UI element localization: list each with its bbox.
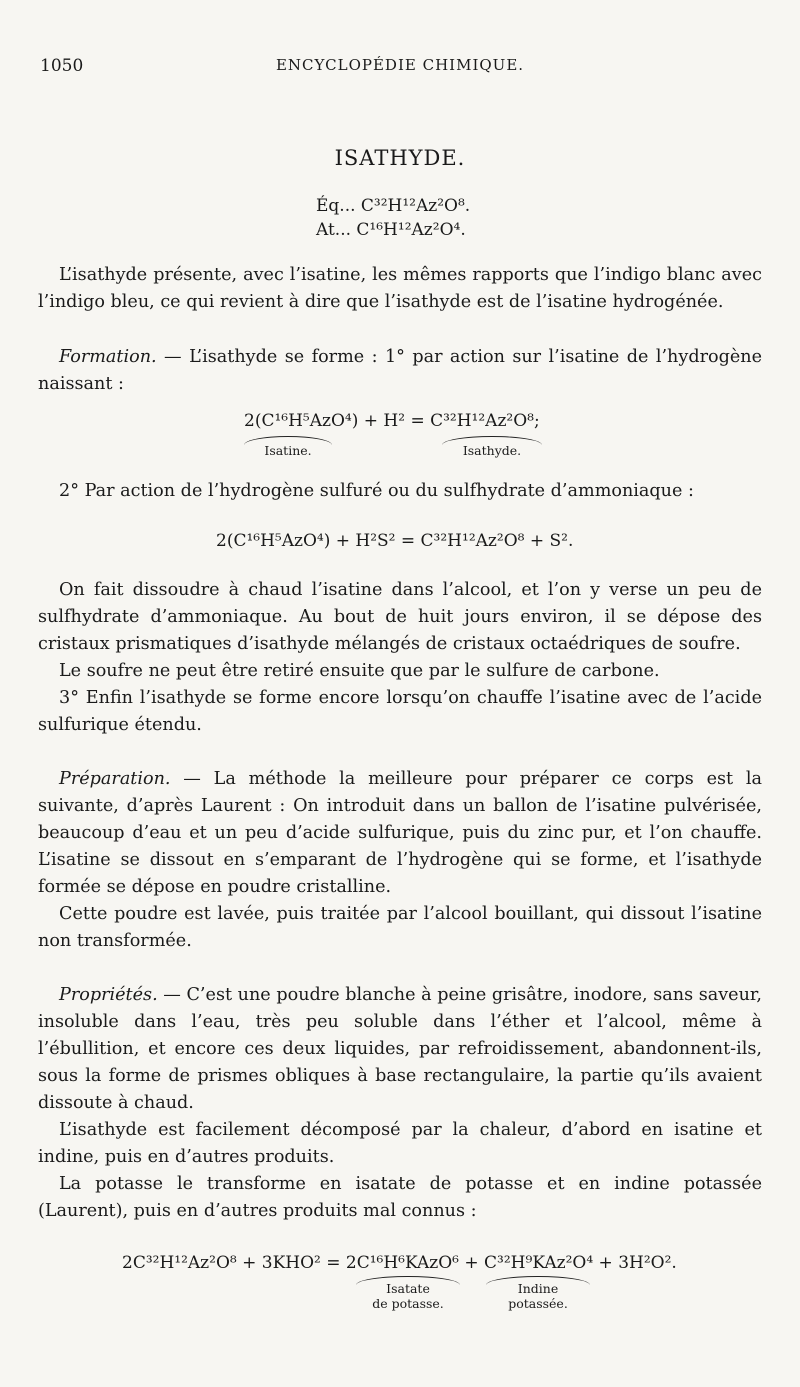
formation-text: — L’isathyde se forme : 1° par action sur l’isatine de l’hydrogène naissant : — [38, 347, 762, 394]
preparation-text: — La méthode la meilleure pour préparer ce corps est la suivante, d’après Laurent : On introduit dans un ballon de l’isatine pulvérisée, beaucoup d’eau et un peu d’acide sulfurique, puis du zinc pur, et l’on chauffe. L’isatine se dissout en s’emparant de l’hydrogène qui se forme, et l’isathyde formée se dépose en poudre cristalline. — [38, 769, 762, 897]
intro-paragraph: L’isathyde présente, avec l’isatine, les mêmes rapports que l’indigo blanc avec l’indigo bleu, ce qui revient à dire que l’isathyde est de l’isatine hydrogénée. — [38, 265, 762, 312]
properties-lead: Propriétés. — [59, 985, 158, 1005]
label-indine-potassee: Indine potassée. — [508, 1281, 568, 1311]
running-title: ENCYCLOPÉDIE CHIMIQUE. — [275, 56, 525, 74]
decomposition-paragraph: L’isathyde est facilement décomposé par la chaleur, d’abord en isatine et indine, puis en d’autres produits. — [38, 1120, 762, 1167]
equation-potash: 2C³²H¹²Az²O⁸ + 3KHO² = 2C¹⁶H⁶KAzO⁶ + C³²H⁹KAz²O⁴ + 3H²O². — [122, 1253, 677, 1273]
section-title: ISATHYDE. — [334, 146, 466, 170]
equation-hydrogen: 2(C¹⁶H⁵AzO⁴) + H² = C³²H¹²Az²O⁸; — [244, 411, 540, 431]
formation-lead: Formation. — [59, 347, 157, 367]
preparation-lead: Préparation. — [59, 769, 171, 789]
formation-point-3: 3° Enfin l’isathyde se forme encore lorsqu’on chauffe l’isatine avec de l’acide sulfurique étendu. — [38, 688, 762, 735]
properties-paragraph — [38, 982, 762, 1117]
page-number: 1050 — [40, 56, 84, 76]
label-isathyde: Isathyde. — [462, 443, 522, 458]
page-header — [0, 56, 800, 80]
formation-paragraph — [38, 344, 762, 398]
preparation-paragraph — [38, 766, 762, 901]
washing-paragraph: Cette poudre est lavée, puis traitée par l’alcool bouillant, qui dissout l’isatine non transformée. — [38, 904, 762, 951]
properties-text: — C’est une poudre blanche à peine grisâtre, inodore, sans saveur, insoluble dans l’eau, très peu soluble dans l’éther et l’alcool, même à l’ébullition, et encore ces deux liquides, par refroidissement, abandonnent-ils, sous la forme de prismes obliques à base rectangulaire, la partie qu’ils avaient dissoute à chaud. — [38, 985, 762, 1113]
potash-paragraph: La potasse le transforme en isatate de potasse et en indine potassée (Laurent), puis en d’autres produits mal connus : — [38, 1174, 762, 1221]
equivalent-formula: Éq... C³²H¹²Az²O⁸. — [316, 196, 471, 216]
equation-sulfide: 2(C¹⁶H⁵AzO⁴) + H²S² = C³²H¹²Az²O⁸ + S². — [216, 531, 574, 551]
label-isatine: Isatine. — [264, 443, 312, 458]
dissolution-paragraph: On fait dissoudre à chaud l’isatine dans l’alcool, et l’on y verse un peu de sulfhydrate d’ammoniaque. Au bout de huit jours environ, il se dépose des cristaux prismatiques d’isathyde mélangés de cristaux octaédriques de soufre. — [38, 580, 762, 654]
sulfur-paragraph: Le soufre ne peut être retiré ensuite que par le sulfure de carbone. — [59, 661, 660, 681]
label-isatate-potasse: Isatate de potasse. — [372, 1281, 444, 1311]
formation-point-2: 2° Par action de l’hydrogène sulfuré ou du sulfhydrate d’ammoniaque : — [59, 481, 694, 501]
atomic-formula: At... C¹⁶H¹²Az²O⁴. — [316, 220, 466, 240]
